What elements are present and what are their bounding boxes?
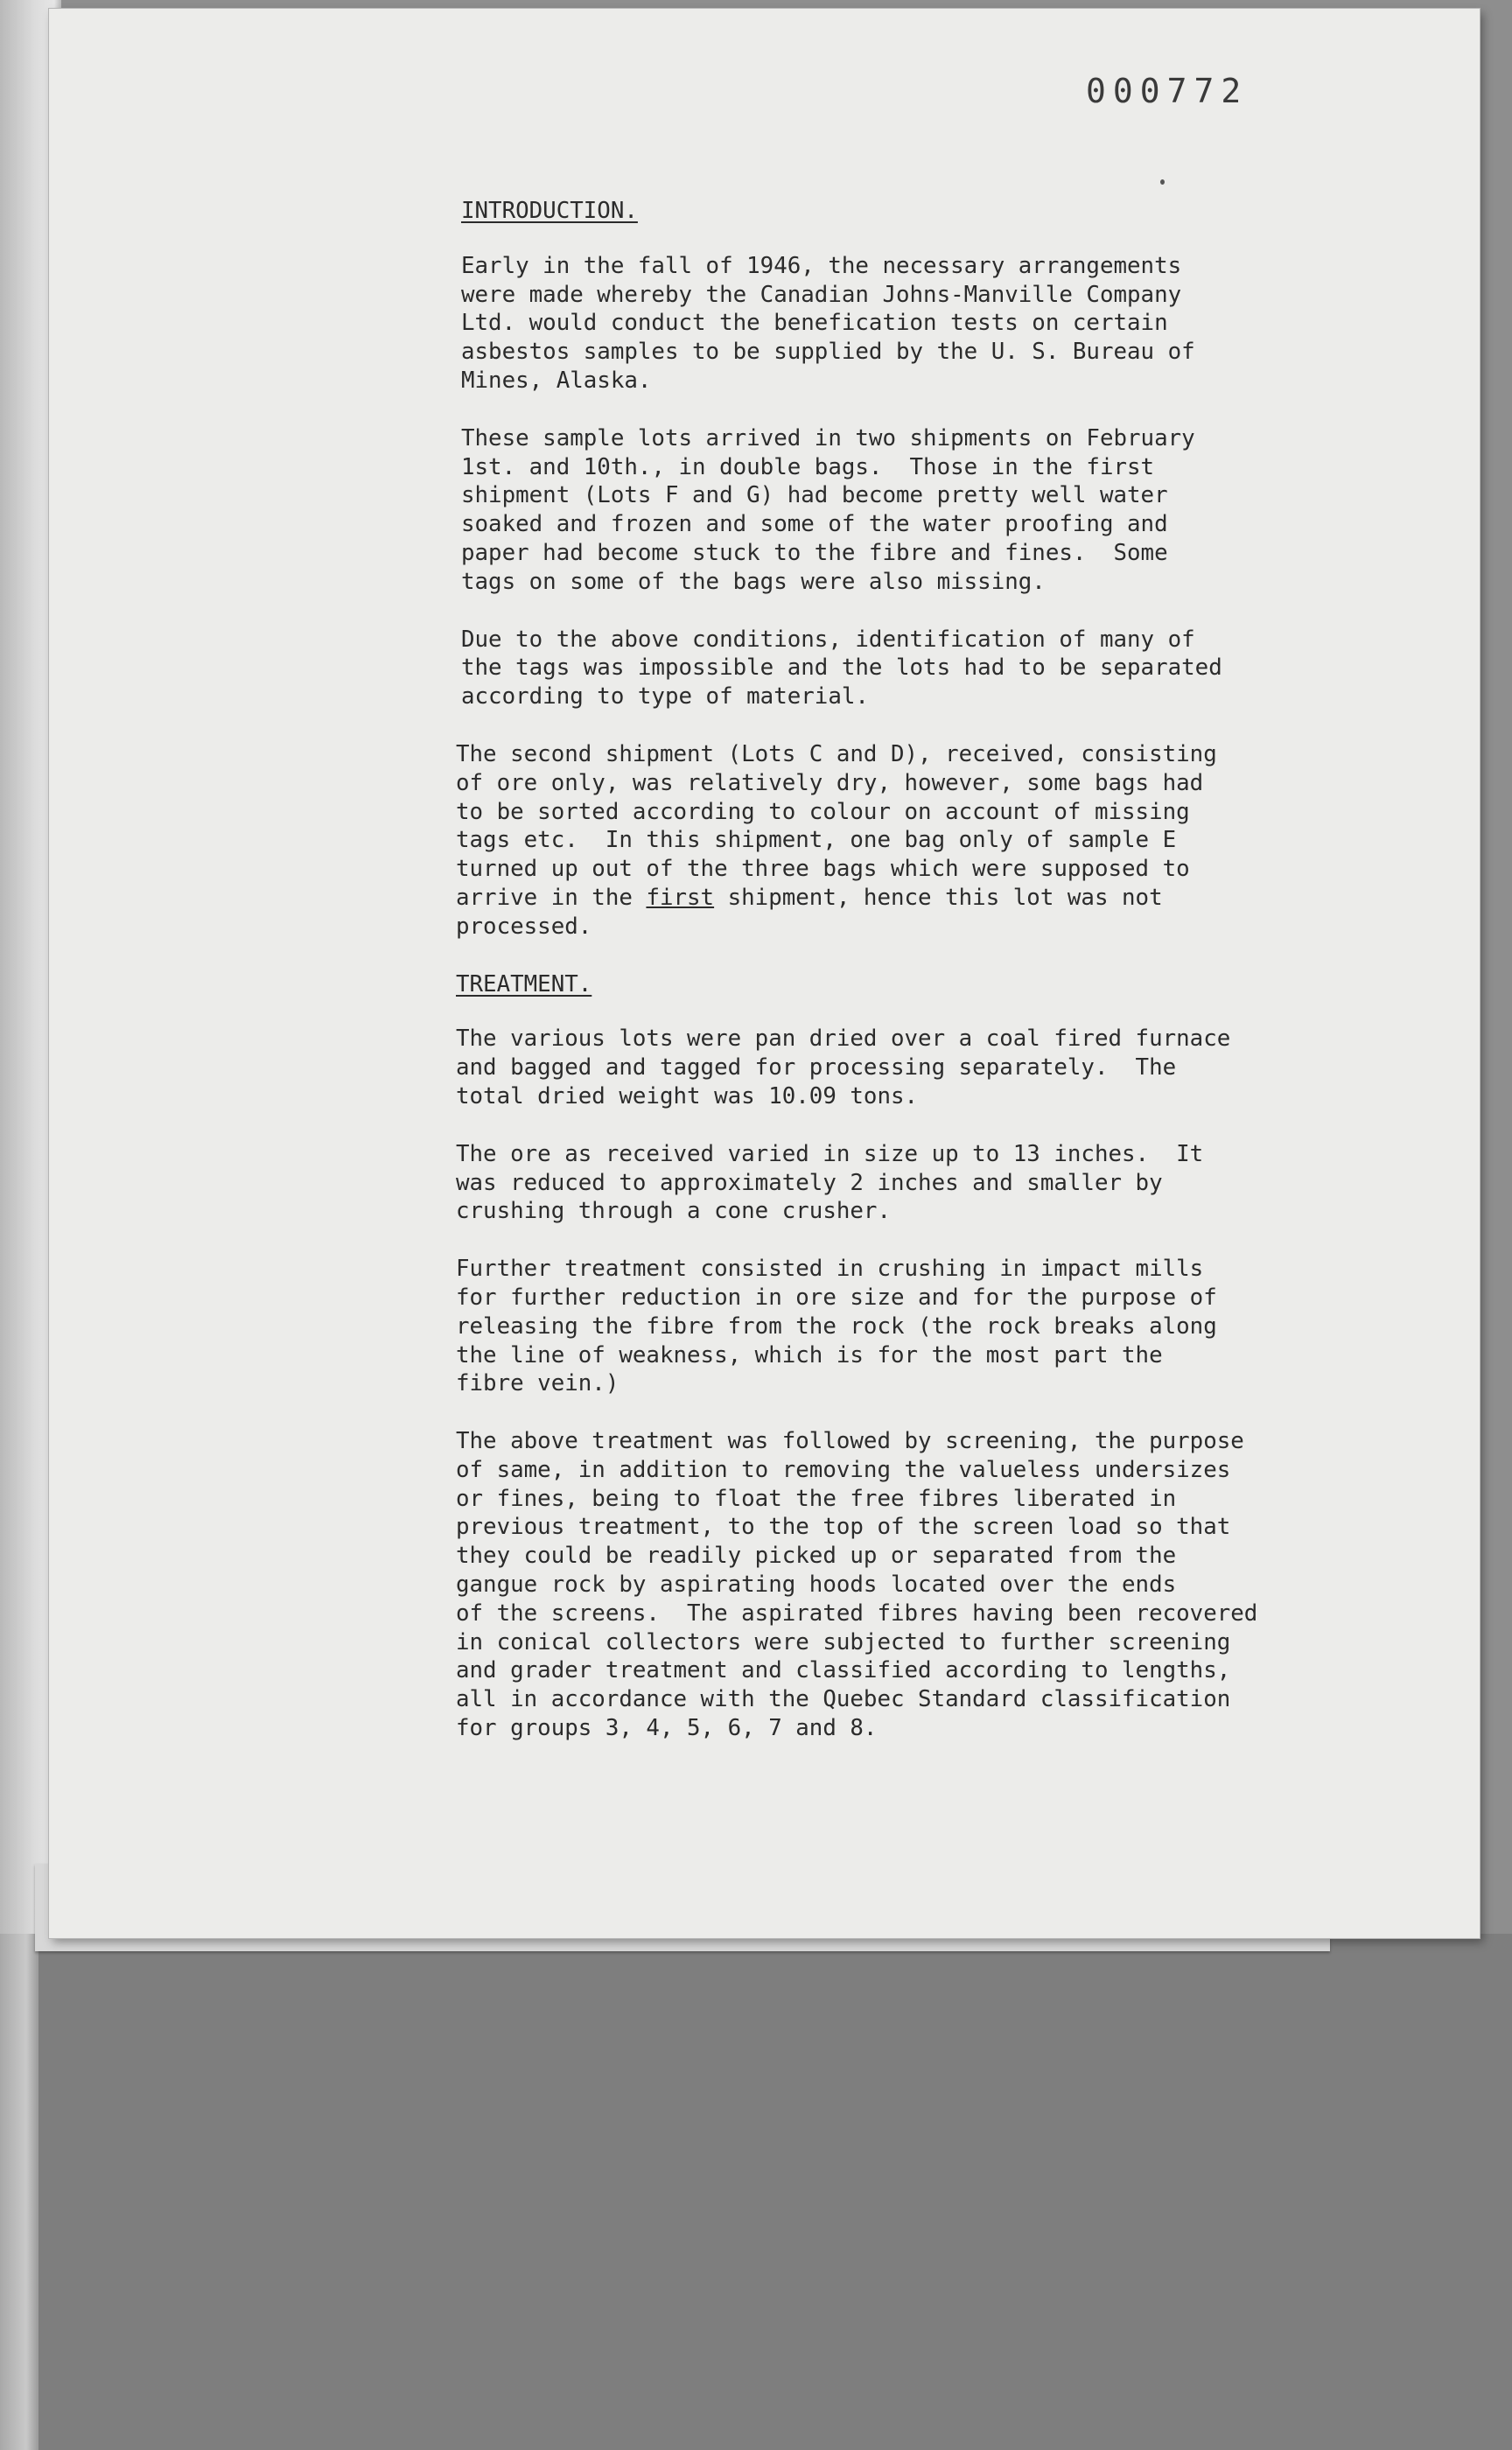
treatment-paragraph-4: The above treatment was followed by screening, the purpose of same, in addition to removing the valueless undersizes or fines, being to float the free fibres liberated in previous treatment, to the top of the screen load so that they could be readily picked up or separated from the gangue rock by aspirating hoods located over the ends of the screens. The aspirated fibres having been recovered in conical collectors were subjected to further screening and grader treatment and classified according to lengths, all in accordance with the Quebec Standard classification for groups 3, 4, 5, 6, 7 and 8.: [456, 1428, 1258, 1742]
intro-paragraph-2: These sample lots arrived in two shipments on February 1st. and 10th., in double bags. Those in the first shipment (Lots F and G) had become pretty well water soaked and frozen and some of the water proofing and paper had become stuck to the fibre and fines. Some tags on some of the bags were also missing.: [461, 424, 1195, 595]
underlined-word-first: first: [646, 884, 715, 911]
background-bottom: [0, 1934, 1512, 2450]
intro-paragraph-4: [456, 740, 1340, 942]
intro-paragraph-4-text: The second shipment (Lots C and D), received, consisting of ore only, was relatively dry, however, some bags had to be sorted according to colour on account of missing tags etc. In this shipment, one bag only of sample E turned up out of the three bags which were supposed to arrive in the: [456, 740, 1217, 911]
text-column: [456, 197, 1340, 1743]
ink-speck: [1160, 179, 1165, 185]
background-left-lower: [0, 1934, 38, 2450]
treatment-paragraph-2: The ore as received varied in size up to 13 inches. It was reduced to approximately 2 inches and smaller by crushing through a cone crusher.: [456, 1140, 1204, 1225]
page-number: 000772: [1086, 72, 1249, 110]
intro-paragraph-1: Early in the fall of 1946, the necessary arrangements were made whereby the Canadian Johns-Manville Company Ltd. would conduct the benefication tests on certain asbestos samples to be supplied by the U. S. Bureau of Mines, Alaska.: [461, 252, 1195, 394]
introduction-heading: INTRODUCTION.: [461, 198, 638, 224]
treatment-heading: TREATMENT.: [456, 970, 592, 998]
treatment-paragraph-1: The various lots were pan dried over a coal fired furnace and bagged and tagged for processing separately. The total dried weight was 10.09 tons.: [456, 1026, 1231, 1110]
intro-paragraph-4-text-end: shipment, hence this lot was not processed.: [456, 884, 1163, 940]
treatment-paragraph-3: Further treatment consisted in crushing in impact mills for further reduction in ore size and for the purpose of releasing the fibre from the rock (the rock breaks along the line of weakness, which is for the most part the fibre vein.): [456, 1256, 1217, 1397]
intro-paragraph-3: Due to the above conditions, identification of many of the tags was impossible and the lots had to be separated according to type of material.: [461, 626, 1222, 710]
document-page: [49, 9, 1480, 1938]
